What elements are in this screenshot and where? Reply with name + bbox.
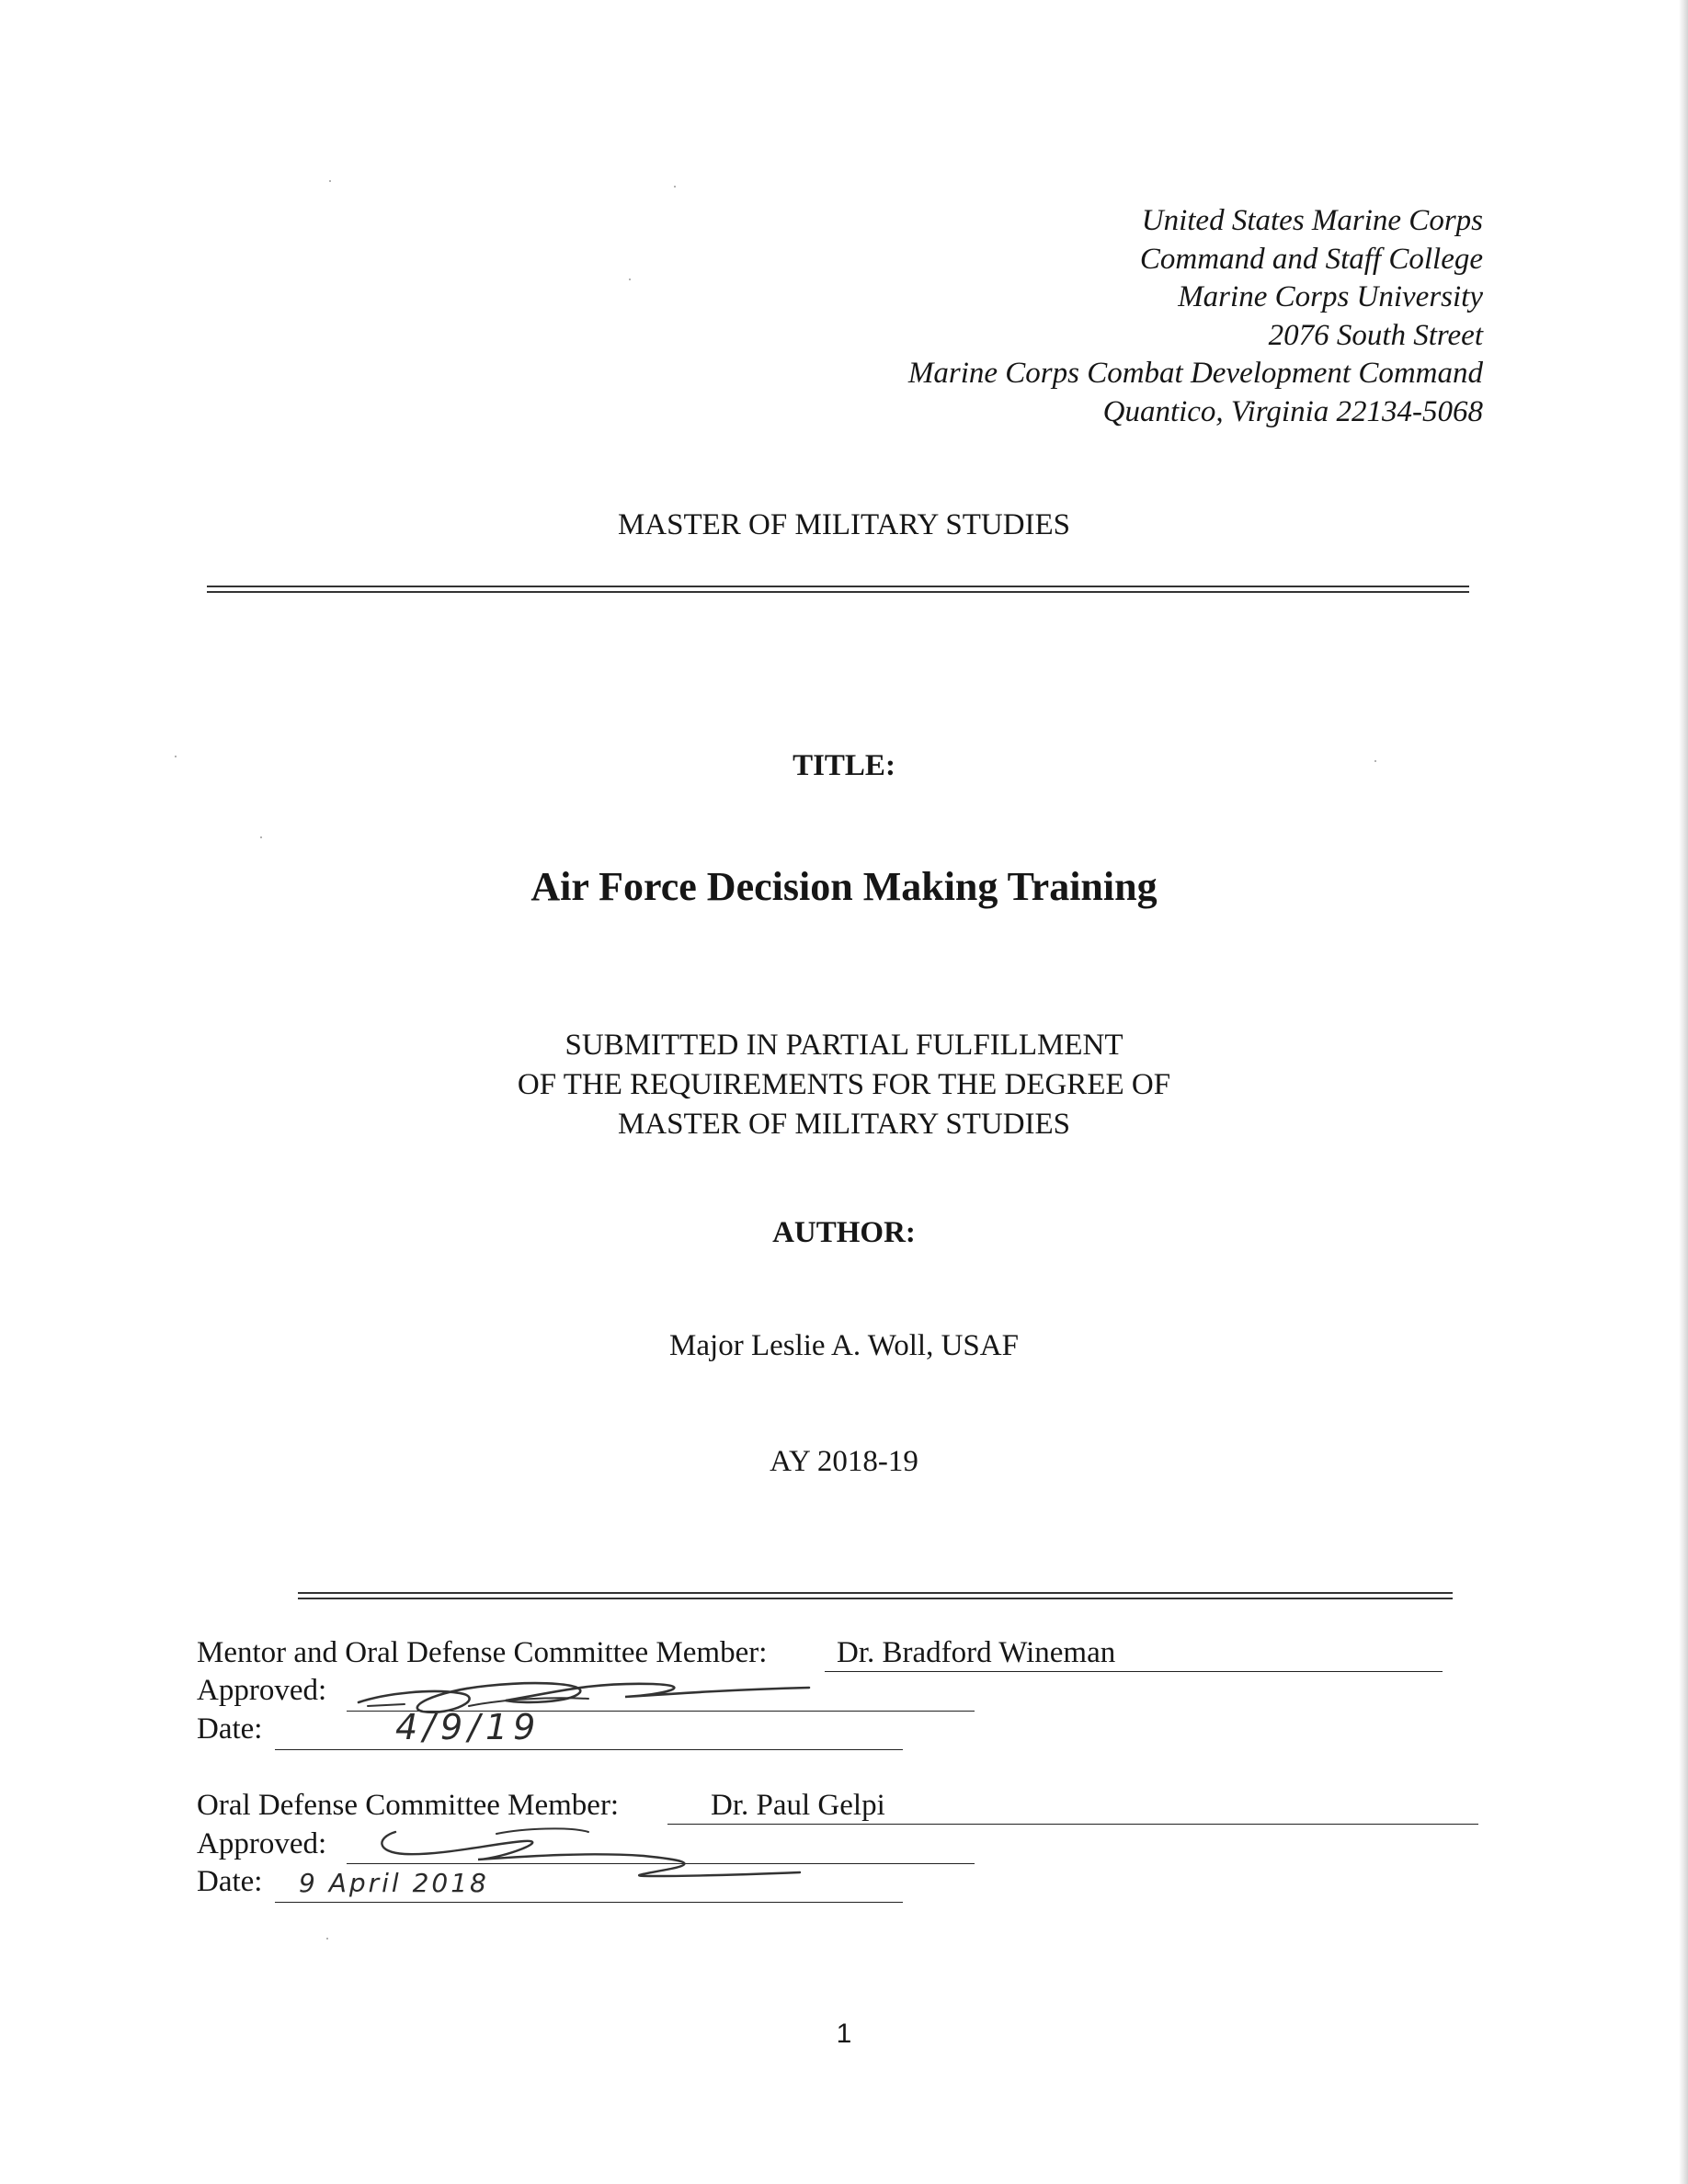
- double-rule-bottom: [298, 1592, 1453, 1599]
- page-number: 1: [836, 2019, 852, 2049]
- double-rule-top: [207, 586, 1469, 593]
- submission-statement: [0, 1026, 1688, 1144]
- author-name: Major Leslie A. Woll, USAF: [669, 1329, 1019, 1362]
- committee-member-date-line: [275, 1902, 903, 1903]
- address-line: Marine Corps Combat Development Command: [907, 357, 1483, 390]
- committee-member-role-label: Oral Defense Committee Member:: [197, 1789, 620, 1822]
- committee-member-name: Dr. Paul Gelpi: [711, 1789, 885, 1822]
- mentor-name-line: [825, 1671, 1443, 1672]
- mentor-name: Dr. Bradford Wineman: [837, 1636, 1116, 1669]
- scan-speck: [329, 180, 331, 182]
- author-label: AUTHOR:: [772, 1216, 916, 1249]
- document-title: Air Force Decision Making Training: [530, 864, 1158, 909]
- address-line: United States Marine Corps: [1141, 204, 1483, 237]
- scan-speck: [326, 1938, 328, 1939]
- program-heading: MASTER OF MILITARY STUDIES: [617, 508, 1071, 541]
- scan-speck: [629, 279, 631, 280]
- submission-line: SUBMITTED IN PARTIAL FULFILLMENT: [565, 1029, 1123, 1062]
- mentor-role-label: Mentor and Oral Defense Committee Member:: [197, 1636, 768, 1669]
- mentor-date-handwritten: 4/9/19: [395, 1707, 542, 1747]
- address-line: Command and Staff College: [1139, 242, 1483, 276]
- scan-speck: [260, 836, 262, 838]
- submission-line: MASTER OF MILITARY STUDIES: [617, 1108, 1071, 1141]
- address-line: Marine Corps University: [1178, 280, 1483, 313]
- institution-address: [908, 202, 1483, 431]
- academic-year: AY 2018-19: [770, 1445, 918, 1478]
- submission-line: OF THE REQUIREMENTS FOR THE DEGREE OF: [517, 1068, 1171, 1101]
- committee-member-date-handwritten: 9 April 2018: [299, 1868, 489, 1898]
- title-label: TITLE:: [793, 749, 895, 782]
- mentor-approved-label: Approved:: [197, 1674, 327, 1707]
- address-line: 2076 South Street: [1268, 318, 1483, 352]
- address-line: Quantico, Virginia 22134-5068: [1102, 394, 1483, 428]
- committee-member-approved-label: Approved:: [197, 1827, 327, 1860]
- scan-speck: [674, 186, 676, 188]
- mentor-date-label: Date:: [197, 1712, 263, 1746]
- committee-member-date-label: Date:: [197, 1865, 263, 1898]
- mentor-date-line: [275, 1749, 903, 1750]
